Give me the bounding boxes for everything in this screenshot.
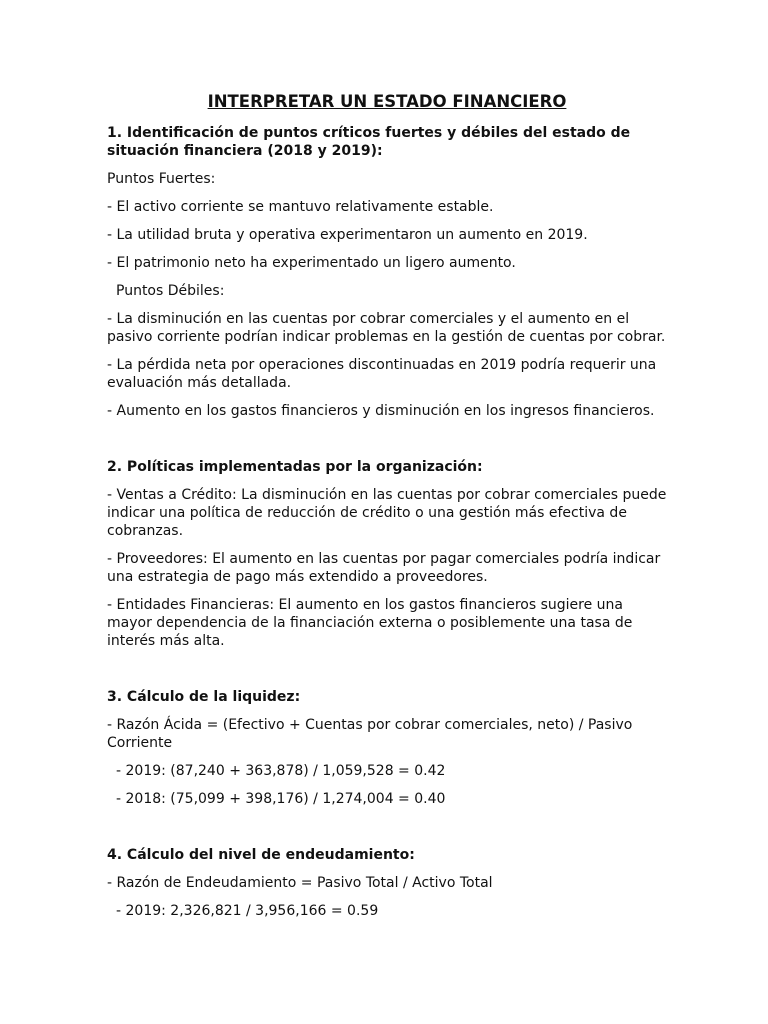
strength-item: - El activo corriente se mantuvo relativamente estable. xyxy=(107,199,494,215)
debt-ratio-2019: - 2019: 2,326,821 / 3,956,166 = 0.59 xyxy=(116,903,379,919)
section-3-heading: 3. Cálculo de la liquidez: xyxy=(107,689,301,705)
policy-item: - Proveedores: El aumento en las cuentas por pagar comerciales podría indicar una estrategia de pago más extendido a proveedores. xyxy=(107,551,661,585)
document-title: INTERPRETAR UN ESTADO FINANCIERO xyxy=(207,92,567,111)
weakness-item: - La pérdida neta por operaciones discontinuadas en 2019 podría requerir una evaluación más detallada. xyxy=(107,357,657,391)
section-1-heading: 1. Identificación de puntos críticos fuertes y débiles del estado de situación financiera (2018 y 2019): xyxy=(107,125,631,159)
strength-item: - El patrimonio neto ha experimentado un ligero aumento. xyxy=(107,255,516,271)
weakness-item: - La disminución en las cuentas por cobrar comerciales y el aumento en el pasivo corriente podrían indicar problemas en la gestión de cuentas por cobrar. xyxy=(107,311,666,345)
strength-item: - La utilidad bruta y operativa experimentaron un aumento en 2019. xyxy=(107,227,588,243)
policy-item: - Ventas a Crédito: La disminución en las cuentas por cobrar comerciales puede indicar una política de reducción de crédito o una gestión más efectiva de cobranzas. xyxy=(107,487,667,539)
weaknesses-label: Puntos Débiles: xyxy=(116,283,225,299)
document-page xyxy=(107,92,667,930)
weakness-item: - Aumento en los gastos financieros y disminución en los ingresos financieros. xyxy=(107,403,655,419)
section-2-heading: 2. Políticas implementadas por la organización: xyxy=(107,459,483,475)
strengths-label: Puntos Fuertes: xyxy=(107,171,216,187)
acid-ratio-formula: - Razón Ácida = (Efectivo + Cuentas por cobrar comerciales, neto) / Pasivo Corriente xyxy=(107,717,633,751)
section-spacer xyxy=(107,660,667,688)
policy-item: - Entidades Financieras: El aumento en los gastos financieros sugiere una mayor dependencia de la financiación externa o posiblemente una tasa de interés más alta. xyxy=(107,597,633,649)
acid-ratio-2018: - 2018: (75,099 + 398,176) / 1,274,004 = 0.40 xyxy=(116,791,446,807)
section-spacer xyxy=(107,818,667,846)
acid-ratio-2019: - 2019: (87,240 + 363,878) / 1,059,528 = 0.42 xyxy=(116,763,446,779)
debt-ratio-formula: - Razón de Endeudamiento = Pasivo Total / Activo Total xyxy=(107,875,493,891)
section-spacer xyxy=(107,430,667,458)
section-4-heading: 4. Cálculo del nivel de endeudamiento: xyxy=(107,847,415,863)
